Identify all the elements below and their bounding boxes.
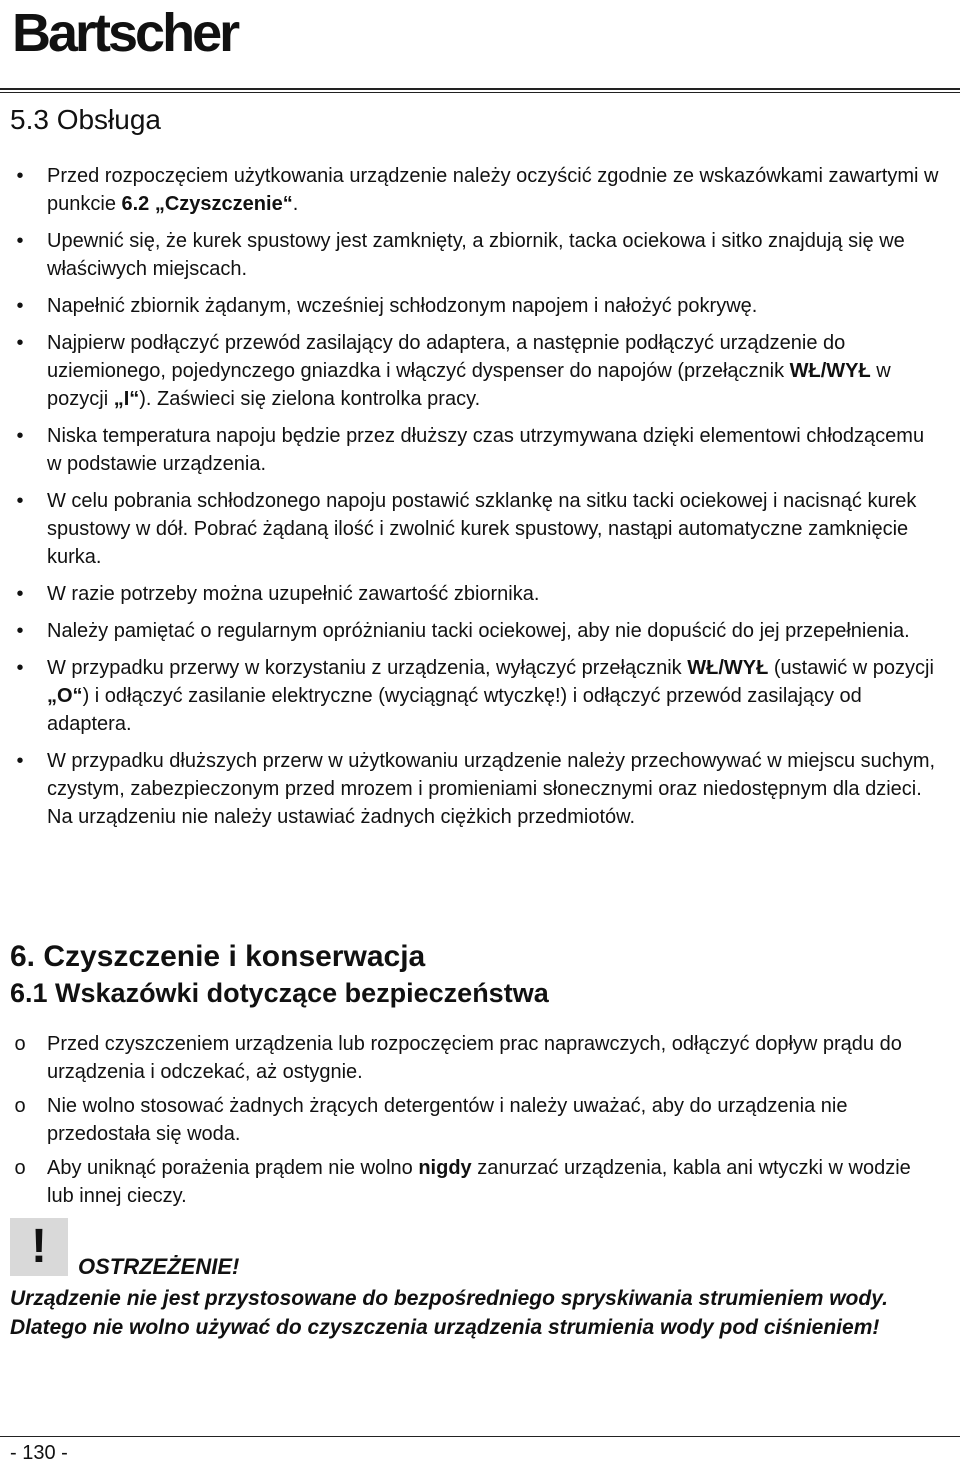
operation-list xyxy=(0,162,940,840)
list-item xyxy=(0,162,940,218)
list-text: Aby uniknąć porażenia prądem nie wolno xyxy=(47,1157,419,1179)
list-item xyxy=(0,292,940,320)
bullet-marker: • xyxy=(16,230,24,252)
bullet-marker: • xyxy=(16,332,24,354)
list-text: . xyxy=(292,193,299,215)
list-item xyxy=(0,329,940,413)
list-item xyxy=(0,747,940,831)
list-text: W przypadku dłuższych przerw w użytkowaniu urządzenie należy przechowywać w miejscu suchym, czystym, zabezpieczonym przed mrozem i promieniami słonecznymi oraz niedostępnym dla dzieci. Na urządzeniu nie należy ustawiać żadnych ciężkich przedmiotów. xyxy=(47,750,936,828)
bold-text: 6.2 „Czyszczenie“ xyxy=(121,193,293,215)
list-text: W przypadku przerwy w korzystaniu z urządzenia, wyłączyć przełącznik xyxy=(47,657,688,679)
bullet-marker: • xyxy=(16,490,24,512)
subsection-title: 6.1 Wskazówki dotyczące bezpieczeństwa xyxy=(10,978,549,1008)
section-title: 5.3 Obsługa xyxy=(10,104,161,135)
bullet-marker: • xyxy=(16,165,24,187)
header-rule xyxy=(0,88,960,90)
bullet-marker: • xyxy=(16,657,24,679)
list-item xyxy=(0,422,940,478)
list-text: W razie potrzeby można uzupełnić zawartość zbiornika. xyxy=(47,583,540,605)
bold-text: WŁ/WYŁ xyxy=(789,360,871,382)
list-text: Przed czyszczeniem urządzenia lub rozpoczęciem prac naprawczych, odłączyć dopływ prądu do urządzenia i odczekać, aż ostygnie. xyxy=(47,1033,902,1083)
bullet-marker: • xyxy=(16,295,24,317)
list-item xyxy=(0,227,940,283)
list-text: Upewnić się, że kurek spustowy jest zamknięty, a zbiornik, tacka ociekowa i sitko znajdują się we właściwych miejscach. xyxy=(47,230,905,280)
warning-text: Urządzenie nie jest przystosowane do bezpośredniego spryskiwania strumieniem wody. Dlatego nie wolno używać do czyszczenia urządzenia strumienia wody pod ciśnieniem! xyxy=(10,1287,888,1339)
list-text: (ustawić w pozycji xyxy=(768,657,934,679)
list-text: Niska temperatura napoju będzie przez dłuższy czas utrzymywana dzięki elementowi chłodzącemu w podstawie urządzenia. xyxy=(47,425,925,475)
list-item xyxy=(0,1154,940,1210)
list-item xyxy=(0,654,940,738)
safety-list xyxy=(0,1030,940,1216)
chapter-title: 6. Czyszczenie i konserwacja xyxy=(10,940,426,973)
bullet-marker: • xyxy=(16,425,24,447)
list-text: Należy pamiętać o regularnym opróżnianiu tacki ociekowej, aby nie dopuścić do jej przepełnienia. xyxy=(47,620,910,642)
bold-text: WŁ/WYŁ xyxy=(687,657,769,679)
bullet-marker: • xyxy=(16,620,24,642)
list-text: ). Zaświeci się zielona kontrolka pracy. xyxy=(139,388,481,410)
brand-logo: Bartscher xyxy=(12,3,238,63)
bullet-marker: • xyxy=(16,583,24,605)
list-item xyxy=(0,617,940,645)
list-text: Przed rozpoczęciem użytkowania urządzenie należy oczyścić zgodnie ze wskazówkami zawartymi w punkcie xyxy=(47,165,939,215)
bold-text: nigdy xyxy=(418,1157,472,1179)
page-number: - 130 - xyxy=(10,1442,68,1464)
bold-text: „O“ xyxy=(47,685,83,707)
list-text: Napełnić zbiornik żądanym, wcześniej schłodzonym napojem i nałożyć pokrywę. xyxy=(47,295,758,317)
list-item xyxy=(0,580,940,608)
list-text: W celu pobrania schłodzonego napoju postawić szklankę na sitku tacki ociekowej i nacisnąć kurek spustowy w dół. Pobrać żądaną ilość i zwolnić kurek spustowy, nastąpi automatyczne zamknięcie kurka. xyxy=(47,490,917,568)
header-rule-thin xyxy=(0,92,960,93)
bullet-marker: • xyxy=(16,750,24,772)
warning-title: OSTRZEŻENIE! xyxy=(78,1254,240,1279)
bullet-marker: o xyxy=(14,1157,26,1179)
list-text: zanurzać urządzenia, kabla ani wtyczki w wodzie lub innej cieczy. xyxy=(47,1157,911,1207)
list-text: Nie wolno stosować żadnych żrących detergentów i należy uważać, aby do urządzenia nie przedostała się woda. xyxy=(47,1095,848,1145)
list-item xyxy=(0,1092,940,1148)
footer-rule xyxy=(0,1436,960,1437)
list-text: ) i odłączyć zasilanie elektryczne (wyciągnąć wtyczkę!) i odłączyć przewód zasilający od adaptera. xyxy=(47,685,862,735)
list-text: w pozycji xyxy=(47,360,891,410)
warning-icon: ! xyxy=(10,1218,68,1276)
bullet-marker: o xyxy=(14,1095,26,1117)
list-item xyxy=(0,487,940,571)
list-item xyxy=(0,1030,940,1086)
bold-text: „I“ xyxy=(113,388,140,410)
list-text: Najpierw podłączyć przewód zasilający do adaptera, a następnie podłączyć urządzenie do uziemionego, pojedynczego gniazdka i włączyć dyspenser do napojów (przełącznik xyxy=(47,332,846,382)
bullet-marker: o xyxy=(14,1033,26,1055)
